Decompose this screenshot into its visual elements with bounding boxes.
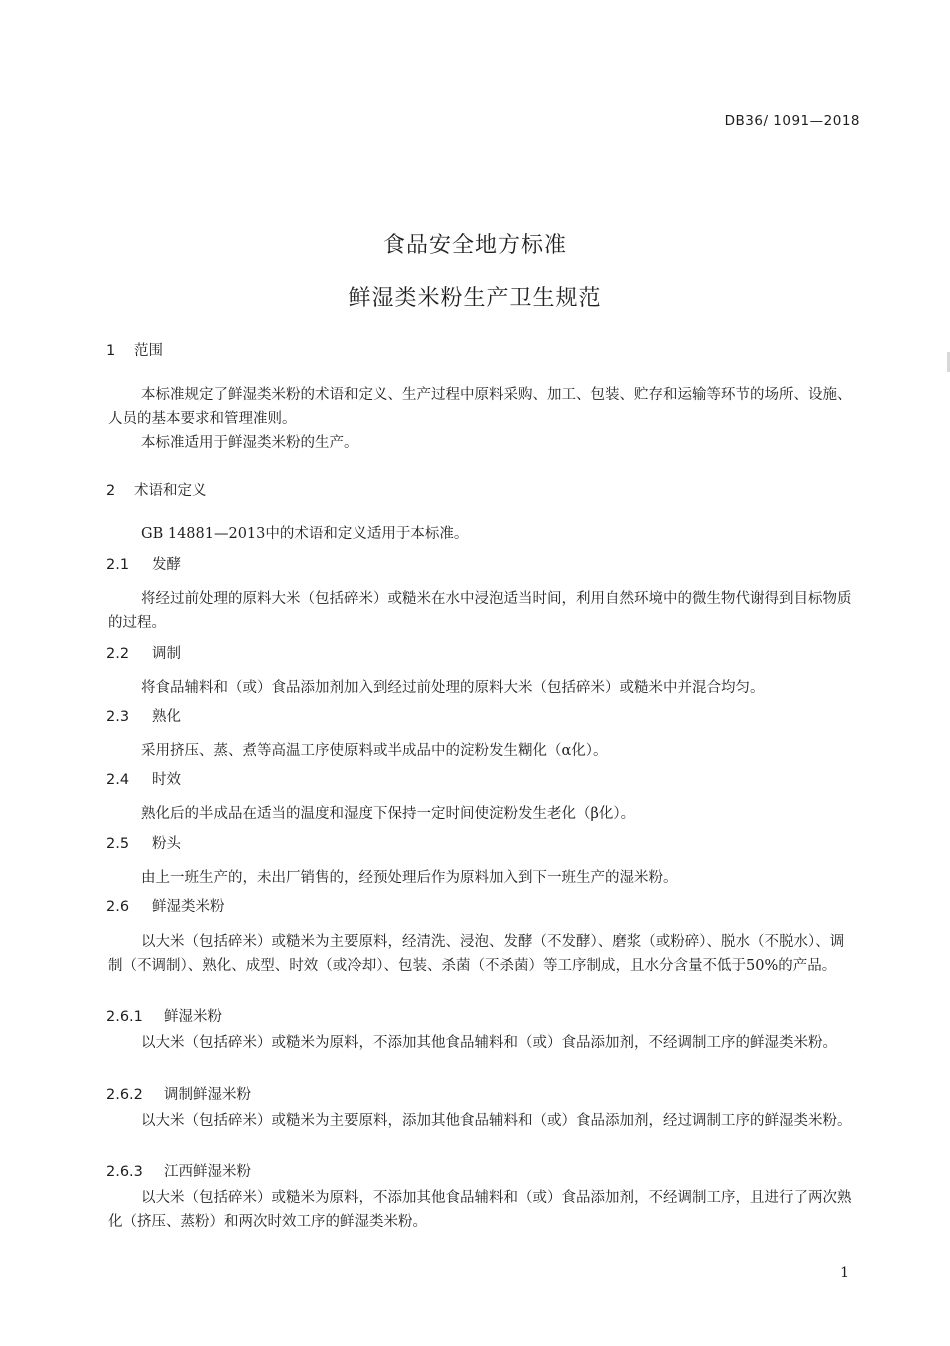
section-number: 2.6.3 [106,1164,143,1180]
section-2-6-1-text: 以大米（包括碎米）或糙米为原料，不添加其他食品辅料和（或）食品添加剂，不经调制工序的鲜湿类米粉。 [141,1035,837,1051]
section-title: 鲜湿米粉 [164,1009,222,1025]
section-number: 1 [106,343,116,359]
section-number: 2.6 [106,899,130,915]
section-2-heading [106,479,207,500]
section-2-2-text: 将食品辅料和（或）食品添加剂加入到经过前处理的原料大米（包括碎米）或糙米中并混合均匀。 [141,680,765,696]
section-title: 调制 [152,646,181,662]
section-2-6-1-body [108,1031,854,1055]
section-2-6-heading [106,895,225,916]
section-number: 2.6.2 [106,1087,143,1103]
section-number: 2.1 [106,557,130,573]
section-2-6-2-text: 以大米（包括碎米）或糙米为主要原料，添加其他食品辅料和（或）食品添加剂，经过调制工序的鲜湿类米粉。 [141,1113,852,1129]
section-title: 熟化 [152,709,181,725]
section-2-1-body [108,587,854,635]
section-2-5-text: 由上一班生产的，未出厂销售的，经预处理后作为原料加入到下一班生产的湿米粉。 [141,870,678,886]
section-number: 2.2 [106,646,130,662]
section-2-1-heading [106,553,181,574]
section-title: 范围 [134,343,163,359]
section-1-paragraph-1: 本标准规定了鲜湿类米粉的术语和定义、生产过程中原料采购、加工、包装、贮存和运输等环节的场所、设施、人员的基本要求和管理准则。 [108,387,852,427]
section-2-6-2-heading [106,1083,251,1104]
section-2-6-body [108,930,854,978]
section-title: 发酵 [152,557,181,573]
section-2-4-body [108,802,854,826]
section-2-4-text: 熟化后的半成品在适当的温度和湿度下保持一定时间使淀粉发生老化（β化）。 [141,806,636,822]
page-number: 1 [840,1265,849,1281]
section-number: 2.3 [106,709,130,725]
section-title: 时效 [152,772,181,788]
section-2-5-body [108,866,854,890]
document-id: DB36/ 1091—2018 [724,113,860,129]
section-2-1-text: 将经过前处理的原料大米（包括碎米）或糙米在水中浸泡适当时间，利用自然环境中的微生物代谢得到目标物质的过程。 [108,591,852,631]
section-2-4-heading [106,768,181,789]
section-2-6-3-text: 以大米（包括碎米）或糙米为原料，不添加其他食品辅料和（或）食品添加剂，不经调制工序，且进行了两次熟化（挤压、蒸粉）和两次时效工序的鲜湿类米粉。 [108,1190,852,1230]
section-title: 江西鲜湿米粉 [164,1164,251,1180]
section-2-3-text: 采用挤压、蒸、煮等高温工序使原料或半成品中的淀粉发生糊化（α化）。 [141,743,608,759]
section-2-6-text: 以大米（包括碎米）或糙米为主要原料，经清洗、浸泡、发酵（不发酵）、磨浆（或粉碎）、脱水（不脱水）、调制（不调制）、熟化、成型、时效（或冷却）、包装、杀菌（不杀菌）等工序制成，且水分含量不低于50%的产品。 [108,934,845,974]
section-2-6-3-body [108,1186,854,1234]
section-2-body [108,522,854,546]
document-title-line2: 鲜湿类米粉生产卫生规范 [348,286,602,311]
section-title: 粉头 [152,836,181,852]
section-number: 2.4 [106,772,130,788]
section-2-5-heading [106,832,181,853]
section-number: 2.5 [106,836,130,852]
section-2-6-2-body [108,1109,854,1133]
section-2-2-heading [106,642,181,663]
section-2-2-body [108,676,854,700]
section-title: 调制鲜湿米粉 [164,1087,251,1103]
section-title: 鲜湿类米粉 [152,899,225,915]
section-number: 2.6.1 [106,1009,143,1025]
section-2-6-1-heading [106,1005,222,1026]
document-title-line1: 食品安全地方标准 [382,233,567,258]
section-title: 术语和定义 [134,483,207,499]
section-2-6-3-heading [106,1160,251,1181]
section-1-body [108,383,854,455]
section-2-paragraph-1: GB 14881—2013中的术语和定义适用于本标准。 [141,526,469,542]
section-2-3-body [108,739,854,763]
section-2-3-heading [106,705,181,726]
section-1-paragraph-2: 本标准适用于鲜湿类米粉的生产。 [141,435,359,451]
section-number: 2 [106,483,116,499]
section-1-heading [106,339,163,360]
